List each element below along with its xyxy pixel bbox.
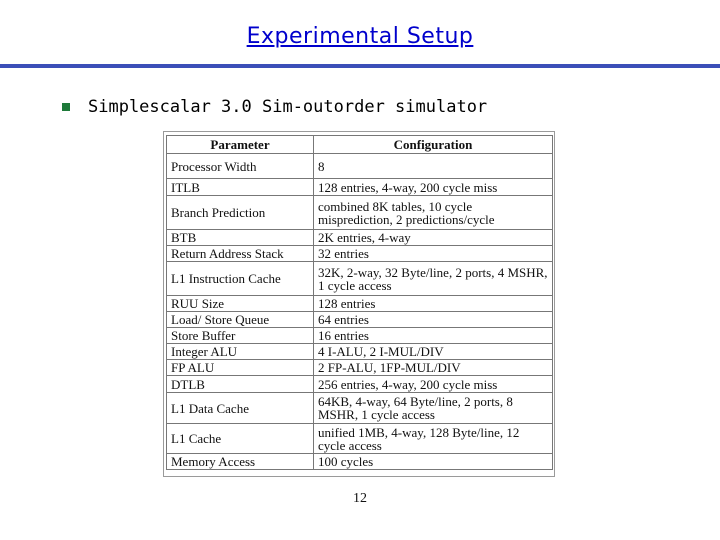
table-row <box>167 262 553 296</box>
cell-configuration: 64 entries <box>314 312 553 328</box>
table-row <box>167 344 553 360</box>
cell-parameter: Load/ Store Queue <box>167 312 314 328</box>
cell-parameter: Processor Width <box>167 154 314 179</box>
header-configuration: Configuration <box>314 136 553 154</box>
table-row <box>167 154 553 179</box>
table-row <box>167 312 553 328</box>
cell-parameter: Store Buffer <box>167 328 314 344</box>
cell-configuration: 32K, 2-way, 32 Byte/line, 2 ports, 4 MSHR, 1 cycle access <box>314 262 553 296</box>
table-row <box>167 393 553 424</box>
slide-title: Experimental Setup <box>246 24 474 49</box>
table-row <box>167 454 553 470</box>
cell-parameter: RUU Size <box>167 296 314 312</box>
cell-configuration: unified 1MB, 4-way, 128 Byte/line, 12 cycle access <box>314 424 553 454</box>
table-row <box>167 296 553 312</box>
cell-parameter: Branch Prediction <box>167 196 314 230</box>
cell-parameter: Memory Access <box>167 454 314 470</box>
cell-configuration: 100 cycles <box>314 454 553 470</box>
cell-parameter: Return Address Stack <box>167 246 314 262</box>
cell-configuration: 4 I-ALU, 2 I-MUL/DIV <box>314 344 553 360</box>
table-row <box>167 360 553 376</box>
cell-configuration: 16 entries <box>314 328 553 344</box>
bullet-text: Simplescalar 3.0 Sim-outorder simulator <box>88 97 488 117</box>
table-header-row <box>167 136 553 154</box>
cell-parameter: ITLB <box>167 179 314 196</box>
config-table <box>166 135 553 470</box>
table-row <box>167 328 553 344</box>
cell-parameter: FP ALU <box>167 360 314 376</box>
cell-parameter: L1 Cache <box>167 424 314 454</box>
table-row <box>167 230 553 246</box>
cell-configuration: 2K entries, 4-way <box>314 230 553 246</box>
title-divider <box>0 64 720 68</box>
cell-parameter: Integer ALU <box>167 344 314 360</box>
cell-parameter: L1 Instruction Cache <box>167 262 314 296</box>
cell-configuration: 2 FP-ALU, 1FP-MUL/DIV <box>314 360 553 376</box>
header-parameter: Parameter <box>167 136 314 154</box>
table-row <box>167 196 553 230</box>
bullet-item <box>62 94 487 120</box>
cell-configuration: 128 entries, 4-way, 200 cycle miss <box>314 179 553 196</box>
cell-configuration: 256 entries, 4-way, 200 cycle miss <box>314 376 553 393</box>
table-row <box>167 376 553 393</box>
table-row <box>167 179 553 196</box>
table-row <box>167 424 553 454</box>
cell-configuration: combined 8K tables, 10 cycle misprediction, 2 predictions/cycle <box>314 196 553 230</box>
config-table-frame <box>163 131 555 477</box>
cell-configuration: 64KB, 4-way, 64 Byte/line, 2 ports, 8 MSHR, 1 cycle access <box>314 393 553 424</box>
cell-configuration: 32 entries <box>314 246 553 262</box>
table-row <box>167 246 553 262</box>
cell-parameter: DTLB <box>167 376 314 393</box>
page-number: 12 <box>353 491 367 506</box>
cell-configuration: 8 <box>314 154 553 179</box>
cell-parameter: BTB <box>167 230 314 246</box>
square-bullet-icon <box>62 103 70 111</box>
cell-parameter: L1 Data Cache <box>167 393 314 424</box>
cell-configuration: 128 entries <box>314 296 553 312</box>
